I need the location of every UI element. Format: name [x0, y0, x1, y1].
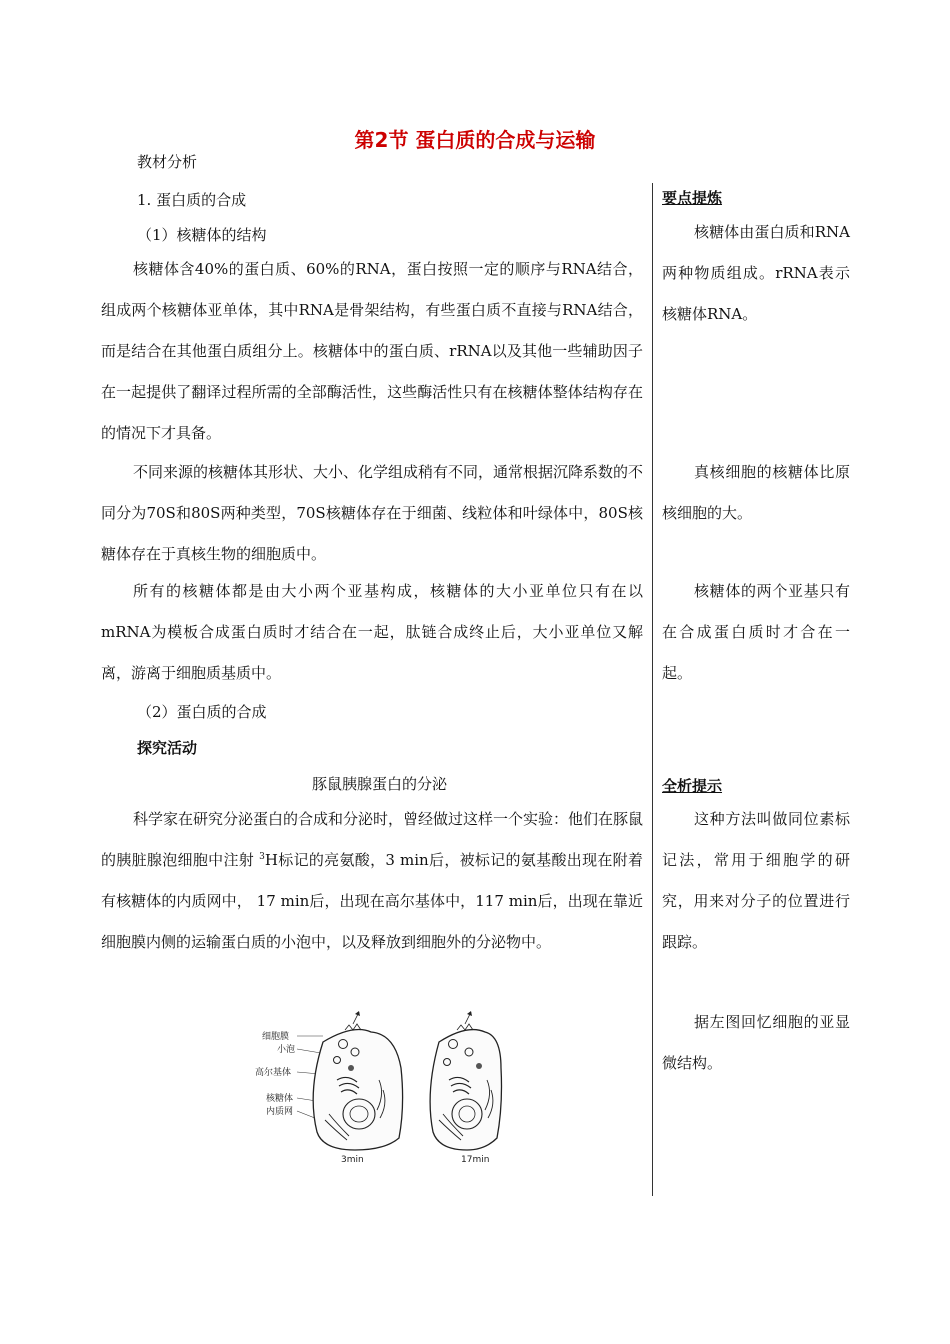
- section-heading: 教材分析: [137, 153, 198, 171]
- paragraph-ribosome-composition: 核糖体含40%的蛋白质、60%的RNA，蛋白按照一定的顺序与RNA结合，组成两个核糖体亚单体，其中RNA是骨架结构，有些蛋白质不直接与RNA结合，而是结合在其他蛋白质组分上。核糖体中的蛋白质、rRNA以及其他一些辅助因子在一起提供了翻译过程所需的全部酶活性，这些酶活性只有在核糖体整体结构存在的情况下才具备。: [101, 260, 643, 442]
- item-heading-protein-synthesis: 1. 蛋白质的合成: [137, 191, 247, 209]
- subheading-protein-synthesis: （2）蛋白质的合成: [137, 703, 267, 721]
- sidebar-note-ribosome-size: 真核细胞的核糖体比原核细胞的大。: [662, 463, 850, 522]
- page-title: 第2节 蛋白质的合成与运输: [354, 128, 596, 152]
- paragraph-experiment: [101, 799, 643, 963]
- sidebar-heading-analysis-tips: 全析提示: [662, 777, 723, 795]
- subheading-ribosome-structure: （1）核糖体的结构: [137, 226, 267, 244]
- label-golgi: 高尔基体: [255, 1068, 292, 1078]
- caption-17min: 17min: [461, 1155, 490, 1165]
- label-er: 内质网: [266, 1107, 294, 1117]
- cell-17min: [430, 1011, 501, 1165]
- label-vesicle: 小泡: [277, 1045, 296, 1055]
- column-divider: [652, 183, 653, 1196]
- sidebar-note-recall-structure: 据左图回忆细胞的亚显微结构。: [662, 1013, 850, 1072]
- experiment-text-start: 科学家在研究分泌蛋白的合成和分泌时，曾经做过这样一个实验：他们在豚鼠的胰脏腺泡细胞中注射: [101, 810, 644, 869]
- activity-title: 豚鼠胰腺蛋白的分泌: [312, 775, 448, 793]
- label-cell-membrane: 细胞膜: [262, 1032, 290, 1042]
- secretory-cell-figure: [253, 1010, 503, 1170]
- sidebar-note-ribosome-composition: 核糖体由蛋白质和RNA两种物质组成。rRNA表示核糖体RNA。: [662, 223, 850, 323]
- paragraph-ribosome-types: 不同来源的核糖体其形状、大小、化学组成稍有不同，通常根据沉降系数的不同分为70S和80S两种类型，70S核糖体存在于细菌、线粒体和叶绿体中，80S核糖体存在于真核生物的细胞质中。: [101, 463, 644, 563]
- sidebar-note-isotope-labeling: 这种方法叫做同位素标记法，常用于细胞学的研究，用来对分子的位置进行跟踪。: [662, 810, 850, 951]
- activity-heading: 探究活动: [137, 739, 198, 757]
- cell-3min: [313, 1011, 402, 1165]
- sidebar-note-subunits: 核糖体的两个亚基只有在合成蛋白质时才合在一起。: [662, 582, 850, 682]
- paragraph-ribosome-subunits: 所有的核糖体都是由大小两个亚基构成，核糖体的大小亚单位只有在以mRNA为模板合成蛋白质时才结合在一起，肽链合成终止后，大小亚单位又解离，游离于细胞质基质中。: [101, 582, 643, 682]
- experiment-text-end: H标记的亮氨酸，3 min后，被标记的氨基酸出现在附着有核糖体的内质网中， 17 min后，出现在高尔基体中，117 min后，出现在靠近细胞膜内侧的运输蛋白质的小泡中，以及释放到细胞外的分泌物中。: [101, 851, 643, 951]
- isotope-superscript: 3: [259, 852, 265, 862]
- caption-3min: 3min: [341, 1155, 364, 1165]
- figure-labels: [255, 1030, 295, 1117]
- label-ribosome: 核糖体: [266, 1094, 294, 1104]
- sidebar-heading-key-points: 要点提炼: [662, 189, 723, 207]
